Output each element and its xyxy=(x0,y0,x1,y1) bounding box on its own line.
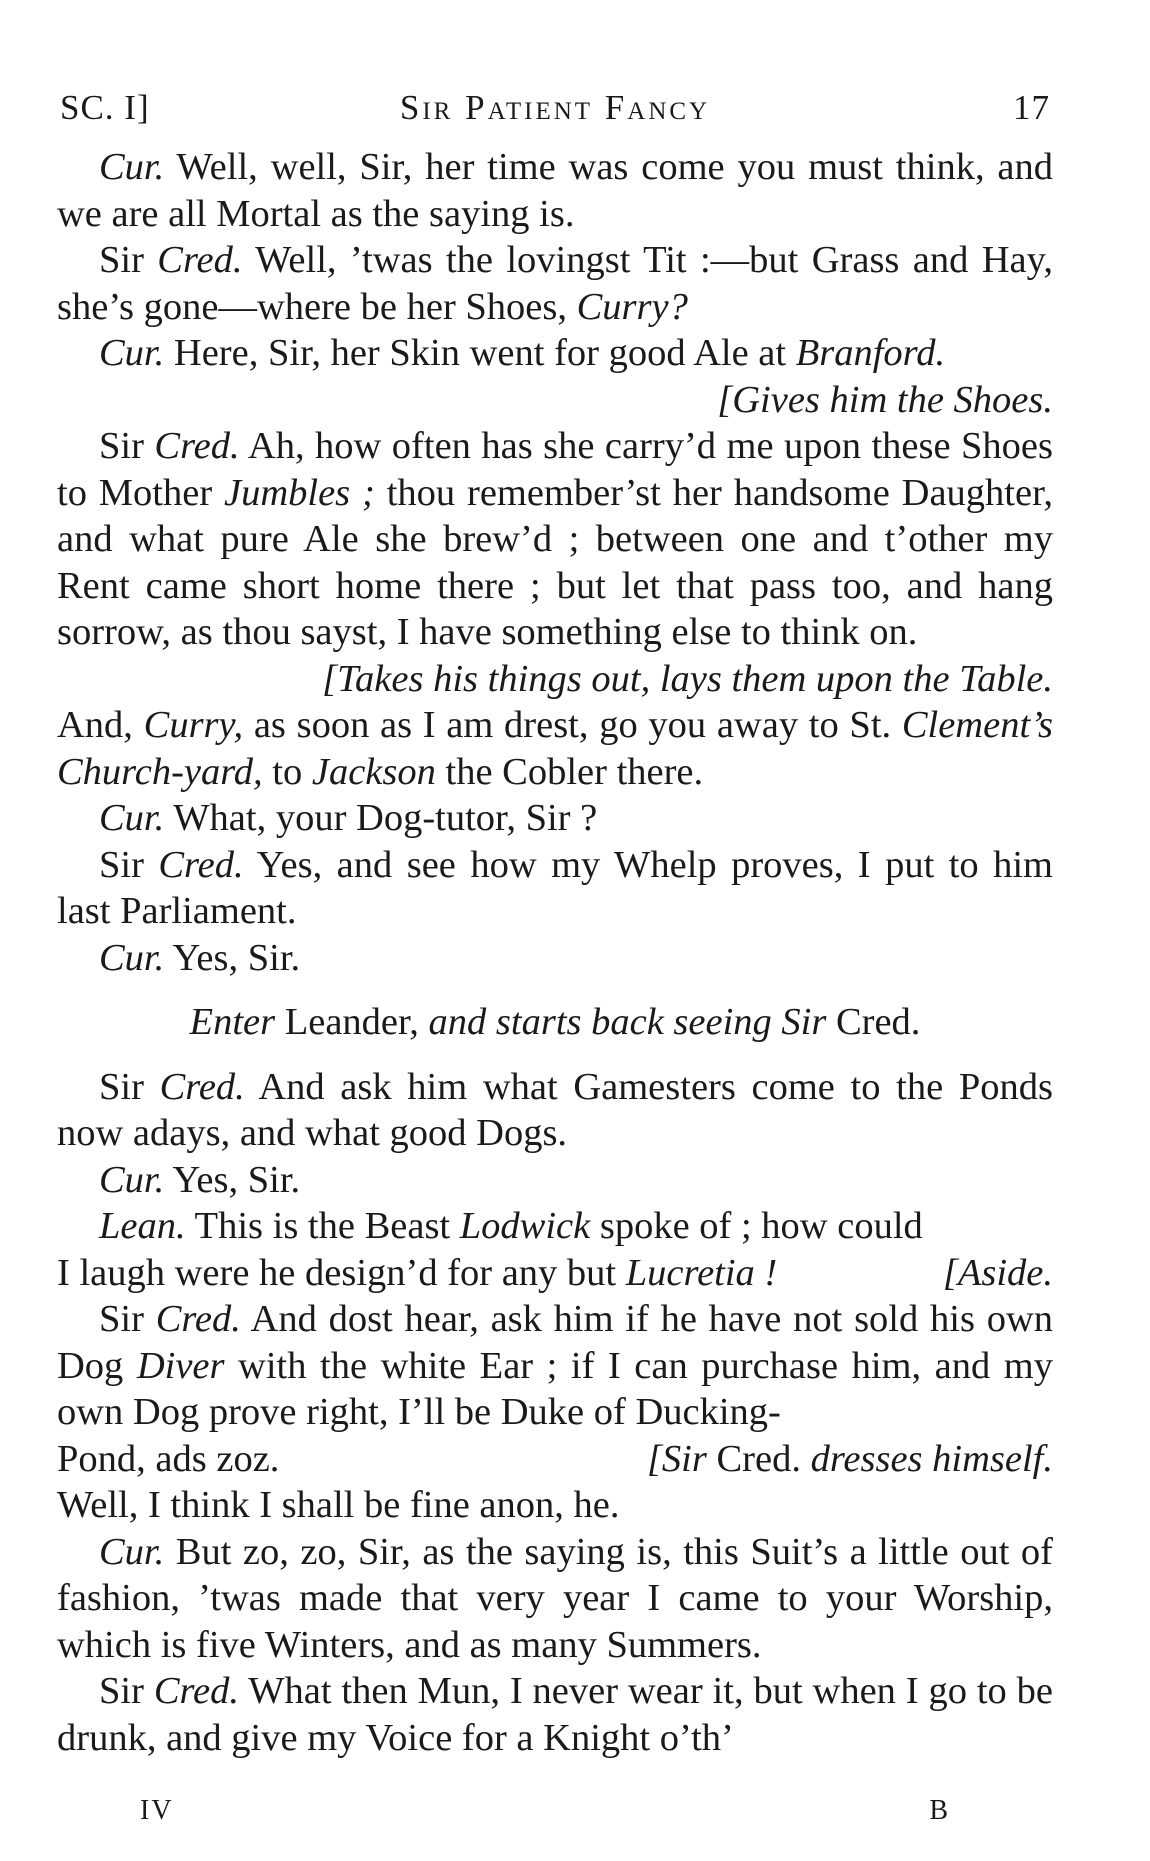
speech-text: Yes, Sir. xyxy=(164,1158,301,1201)
speech-text: Ah, how often has she carry’d me upon these Shoes to Mother xyxy=(57,425,1053,514)
speech-text: What, your Dog-tutor, Sir ? xyxy=(164,797,598,839)
speech-curry-3 xyxy=(57,795,1053,842)
speaker-name: Cred. xyxy=(159,1065,245,1108)
speaker-title: Sir xyxy=(99,1670,154,1712)
speech-text: thou remember’st her handsome Daughter, and what pure Ale she brew’d ; between one and t’other my Rent came short home there ; but let that pass too, and hang sorrow, as thou sayst, I have something else to think on. xyxy=(57,471,1053,653)
speaker-name: Cred. xyxy=(158,843,244,886)
page-number: 17 xyxy=(1013,88,1050,127)
stage-direction-dresses: [Sir Cred. dresses himself. xyxy=(646,1437,1053,1480)
speech-curry-2 xyxy=(57,330,1053,377)
character-name: Lucretia ! xyxy=(625,1251,778,1294)
character-name: Diver xyxy=(136,1344,225,1387)
character-name: Jackson xyxy=(311,750,436,793)
character-name: Curry, xyxy=(143,704,244,746)
speaker-title: Sir xyxy=(99,843,159,886)
speech-text: Yes, Sir. xyxy=(164,936,301,979)
speech-sir-cred-6 xyxy=(57,1668,1053,1761)
speaker-title: Sir xyxy=(99,239,158,281)
running-title: Sir Patient Fancy xyxy=(399,88,711,127)
speech-sir-cred-3 xyxy=(57,842,1053,935)
speaker-name: Cred. xyxy=(157,239,243,281)
speaker-name: Cur. xyxy=(99,936,165,979)
running-header xyxy=(60,88,1050,136)
speech-text: Well, ’twas the lovingst Tit :—but Grass and Hay, she’s gone—where be her Shoes, xyxy=(57,239,1053,328)
speaker-name: Cur. xyxy=(99,1158,165,1201)
speaker-title: Sir xyxy=(99,425,155,467)
speaker-name: Cur. xyxy=(99,1530,165,1573)
speaker-title: Sir xyxy=(99,1065,160,1108)
speaker-name: Lean. xyxy=(99,1205,186,1247)
speech-sir-cred-2 xyxy=(57,423,1053,656)
speech-leander-1: Lean. This is the Beast Lodwick spoke of ; how could xyxy=(99,1205,923,1247)
stage-direction-enter: Enter Leander, and starts back seeing Sir Cred. xyxy=(189,1001,921,1043)
speaker-name: Cur. xyxy=(99,332,165,374)
speech-text: Well, well, Sir, her time was come you must think, and we are all Mortal as the saying is. xyxy=(57,146,1053,235)
volume-mark: IV xyxy=(140,1795,174,1826)
character-name: Curry? xyxy=(576,285,688,328)
speaker-name: Cred. xyxy=(155,1298,241,1340)
signature-mark: B xyxy=(929,1795,950,1826)
speech-text: Yes, and see how my Whelp proves, I put to him last Parliament. xyxy=(57,843,1053,932)
scene-marker: SC. I] xyxy=(60,88,150,127)
speaker-name: Cur. xyxy=(99,797,165,839)
place-name: Clement’s Church-yard, xyxy=(57,704,1053,793)
place-name: Branford. xyxy=(795,332,946,374)
speech-curry-5 xyxy=(57,1157,1053,1204)
character-name: Lodwick xyxy=(459,1205,591,1247)
stage-direction-aside: [Aside. xyxy=(942,1251,1053,1294)
stage-direction: [Gives him the Shoes. xyxy=(717,378,1053,421)
speech-sir-cred-4 xyxy=(57,1064,1053,1157)
speaker-name: Cred. xyxy=(154,425,240,467)
speech-continuation: And, Curry, as soon as I am drest, go you away to St. Clement’s Church-yard, to Jackson the Cobler there. xyxy=(57,704,1053,793)
speech-curry-6 xyxy=(57,1529,1053,1669)
speech-sir-cred-5-last-line: Pond, ads zoz. [Sir Cred. dresses himself. xyxy=(57,1436,1053,1483)
speaker-name: Cred. xyxy=(153,1670,240,1712)
character-name: Jumbles ; xyxy=(224,471,375,514)
speech-curry-1 xyxy=(57,144,1053,237)
speaker-name: Cur. xyxy=(99,146,165,188)
play-text xyxy=(57,144,1053,1761)
speech-sir-cred-5: Sir Cred. And dost hear, ask him if he have not sold his own Dog Diver with the white Ear ; if I can purchase him, and my own Dog prove right, I’ll be Duke of Ducking- xyxy=(57,1298,1053,1433)
speech-text: And ask him what Gamesters come to the Ponds now adays, and what good Dogs. xyxy=(57,1065,1053,1154)
speech-text: But zo, zo, Sir, as the saying is, this Suit’s a little out of fashion, ’twas made that very year I came to your Worship, which is five Winters, and as many Summers. xyxy=(57,1530,1053,1666)
speech-leander-1-line-2: I laugh were he design’d for any but Lucretia ! [Aside. xyxy=(57,1250,1053,1297)
speaker-title: Sir xyxy=(99,1298,156,1340)
speech-sir-cred-1 xyxy=(57,237,1053,330)
stage-direction: [Takes his things out, lays them upon the Table. xyxy=(322,657,1053,700)
speech-curry-4 xyxy=(57,935,1053,982)
speech-continuation-2: Well, I think I shall be fine anon, he. xyxy=(57,1484,620,1526)
speech-text: Here, Sir, her Skin went for good Ale at xyxy=(164,332,796,374)
signature-footer xyxy=(140,1795,950,1835)
speech-text: What then Mun, I never wear it, but when I go to be drunk, and give my Voice for a Knight o’th’ xyxy=(57,1670,1053,1759)
